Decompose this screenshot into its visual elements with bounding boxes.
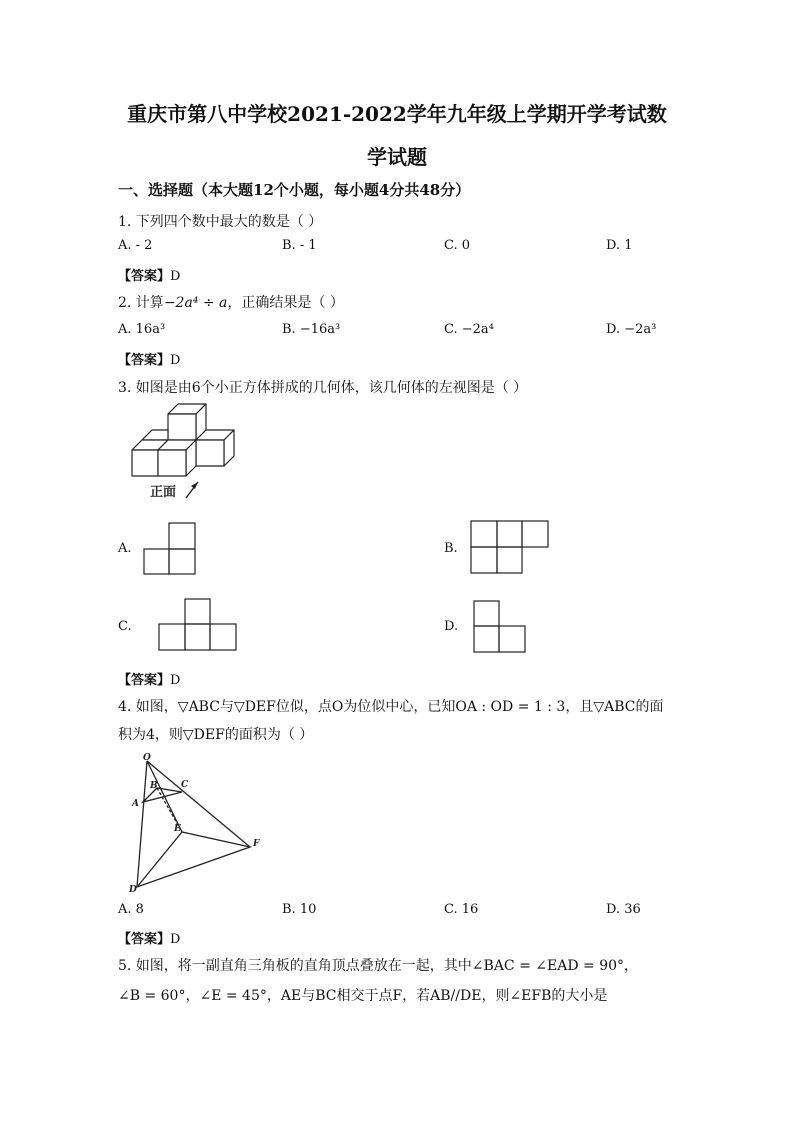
answer-tag: 【答案】	[118, 269, 171, 284]
answer-value: D	[170, 932, 181, 947]
question-1-stem: 1. 下列四个数中最大的数是（ ）	[118, 214, 323, 230]
answer-value: D	[170, 269, 181, 284]
page-title-continued: 学试题	[367, 145, 427, 169]
figure-label-f: F	[253, 839, 260, 849]
question-4-triangle-figure	[126, 752, 266, 896]
question-2-answer	[118, 349, 180, 368]
question-2-option-b: B. −16a³	[282, 322, 341, 337]
question-3-option-c-figure	[158, 598, 238, 652]
answer-tag: 【答案】	[118, 353, 171, 368]
question-5-stem-line-2: ∠B = 60°，∠E = 45°，AE与BC相交于点F，若AB//DE，则∠EFB的大小是	[118, 988, 608, 1004]
question-2-expression: −2a⁴ ÷ a	[163, 295, 228, 311]
question-2-stem	[118, 292, 344, 312]
question-2-option-c: C. −2a⁴	[444, 322, 494, 337]
figure-label-o: O	[143, 753, 151, 763]
figure-label-b: B	[150, 781, 158, 791]
page-title: 重庆市第八中学校2021-2022学年九年级上学期开学考试数	[127, 102, 667, 126]
question-4-option-d: D. 36	[606, 902, 641, 917]
figure-label-d: D	[129, 885, 137, 895]
question-3-option-d-letter: D.	[444, 619, 459, 634]
figure-label-a: A	[132, 799, 139, 809]
question-3-option-a-figure	[143, 522, 197, 576]
question-3-option-c-letter: C.	[118, 619, 132, 634]
answer-tag: 【答案】	[118, 673, 171, 688]
question-3-option-d-figure	[473, 600, 527, 654]
question-4-option-c: C. 16	[444, 902, 479, 917]
question-2-option-d: D. −2a³	[606, 322, 657, 337]
figure-label-e: E	[174, 824, 181, 834]
question-2-suffix: ，正确结果是（ ）	[227, 295, 344, 311]
question-3-option-b-letter: B.	[444, 541, 458, 556]
question-4-answer	[118, 928, 180, 947]
question-1-option-a: A. - 2	[118, 238, 153, 253]
question-4-stem-line-2: 积为4，则▽DEF的面积为（ ）	[118, 727, 314, 743]
figure-label-c: C	[181, 780, 189, 790]
question-1-option-b: B. - 1	[282, 238, 317, 253]
question-1-answer	[118, 265, 180, 284]
question-3-front-label: 正面	[150, 485, 177, 500]
question-2-option-a: A. 16a³	[118, 322, 166, 337]
question-1-option-c: C. 0	[444, 238, 471, 253]
question-3-cube-figure	[128, 402, 240, 502]
question-3-stem: 3. 如图是由6个小正方体拼成的几何体，该几何体的左视图是（ ）	[118, 380, 528, 396]
question-5-stem-line-1: 5. 如图，将一副直角三角板的直角顶点叠放在一起，其中∠BAC = ∠EAD = 90°，	[118, 958, 639, 974]
question-3-option-a-letter: A.	[118, 541, 132, 556]
question-3-answer	[118, 669, 180, 688]
question-4-option-b: B. 10	[282, 902, 317, 917]
question-4-option-a: A. 8	[118, 902, 144, 917]
answer-value: D	[170, 673, 181, 688]
question-2-prefix: 2. 计算	[118, 295, 164, 311]
question-4-stem-line-1: 4. 如图，▽ABC与▽DEF位似，点O为位似中心，已知OA : OD = 1 : 3，且▽ABC的面	[118, 699, 664, 715]
answer-value: D	[170, 353, 181, 368]
question-3-option-b-figure	[470, 520, 550, 574]
question-1-option-d: D. 1	[606, 238, 633, 253]
section-heading: 一、选择题（本大题12个小题，每小题4分共48分）	[118, 181, 471, 199]
answer-tag: 【答案】	[118, 932, 171, 947]
